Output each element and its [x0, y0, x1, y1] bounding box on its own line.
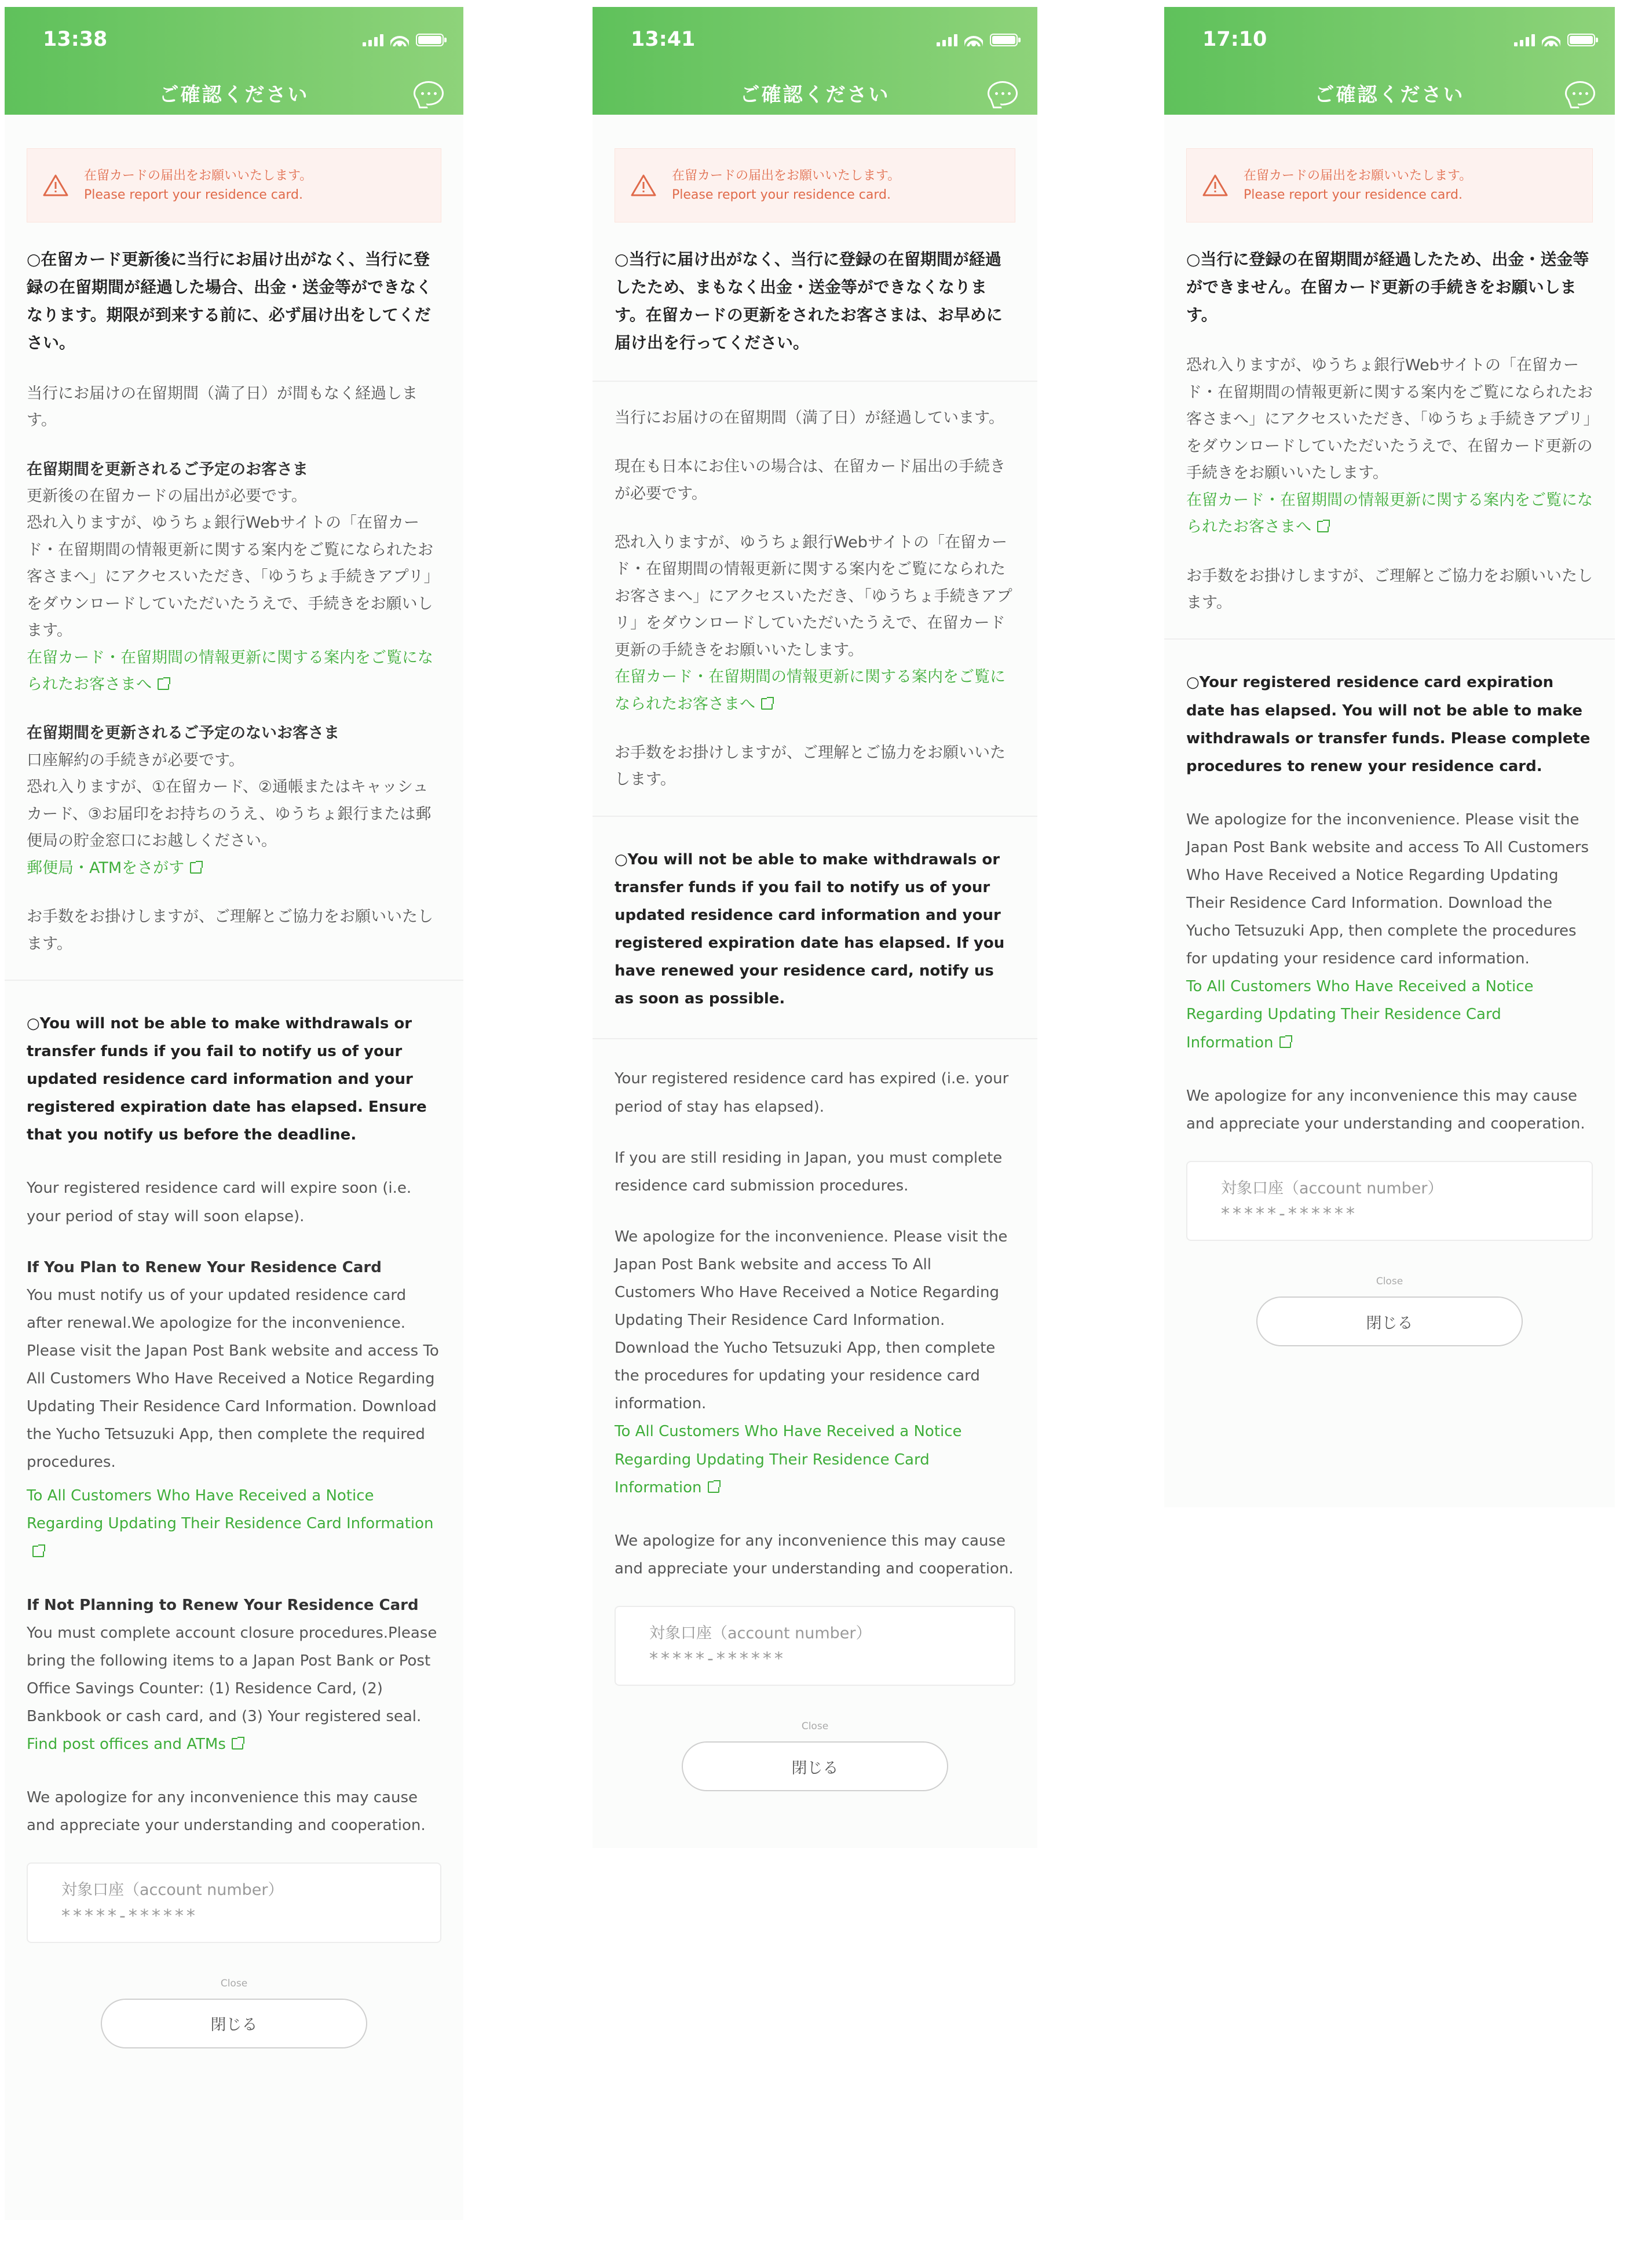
- en-residence-card-link[interactable]: To All Customers Who Have Received a Notice Regarding Updating Their Residence Card Information: [615, 1423, 962, 1496]
- close-caption: Close: [801, 1721, 829, 1733]
- battery-icon: [990, 34, 1018, 46]
- jp-atm-link[interactable]: 郵便局・ATMをさがす: [27, 855, 441, 882]
- en-apology: We apologize for any inconvenience this may cause and appreciate your understanding and cooperation.: [1186, 1087, 1585, 1133]
- external-link-icon: [158, 678, 169, 690]
- jp-norenew-section: [27, 720, 441, 882]
- en-body: We apologize for the inconvenience. Please visit the Japan Post Bank website and access To All Customers Who Have Received a Notice Regarding Updating Their Residence Card Information. Download the Yucho Tetsuzuki App, then complete the procedures for updating your residence card information.: [1186, 810, 1589, 968]
- divider: [1164, 638, 1615, 640]
- battery-icon: [1567, 34, 1595, 46]
- jp-apology: お手数をお掛けしますが、ご理解とご協力をお願いいたします。: [27, 908, 433, 953]
- divider: [593, 381, 1037, 382]
- en-renew-title: If You Plan to Renew Your Residence Card: [27, 1258, 382, 1276]
- alert-text-en: Please report your residence card.: [672, 188, 891, 202]
- external-link-icon: [32, 1546, 44, 1557]
- warning-triangle-icon: [42, 174, 69, 197]
- jp-renew-title: 在留期間を更新されるご予定のお客さま: [27, 460, 308, 479]
- jp-headline: ○当行に登録の在留期間が経過したため、出金・送金等ができません。在留カード更新の手続きをお願いします。: [1186, 250, 1589, 325]
- signal-icon: [363, 34, 383, 46]
- content: [1164, 115, 1615, 1346]
- close-button[interactable]: 閉じる: [682, 1741, 948, 1791]
- status-icons: [937, 34, 1018, 46]
- wifi-icon: [390, 34, 409, 46]
- jp-apology: お手数をお掛けしますが、ご理解とご協力をお願いいたします。: [1186, 567, 1593, 612]
- alert-banner: [615, 148, 1015, 222]
- chat-bubble-icon[interactable]: [414, 81, 444, 105]
- en-headline: ○Your registered residence card expiration date has elapsed. You will not be able to make withdrawals or transfer funds. Please complete procedures to renew your residence card.: [1186, 674, 1591, 775]
- warning-triangle-icon: [1202, 174, 1229, 197]
- en-norenew-title: If Not Planning to Renew Your Residence Card: [27, 1596, 419, 1614]
- en-headline: ○You will not be able to make withdrawals or transfer funds if you fail to notify us of your updated residence card information and your registered expiration date has elapsed. If you have renewed your residence card, notify us as soon as possible.: [615, 850, 1005, 1008]
- alert-banner: [1186, 148, 1593, 222]
- account-label: 対象口座（account number）: [1221, 1179, 1443, 1197]
- en-intro: Your registered residence card will expire soon (i.e. your period of stay will soon elapse).: [27, 1179, 412, 1225]
- close-caption: Close: [220, 1977, 248, 1989]
- en-renew-section: [27, 1254, 441, 1566]
- chat-bubble-icon[interactable]: [1565, 81, 1595, 105]
- page-title: ご確認ください: [1314, 83, 1465, 107]
- en-residence-card-link[interactable]: To All Customers Who Have Received a Notice Regarding Updating Their Residence Card Information: [1186, 978, 1534, 1051]
- en-apology: We apologize for any inconvenience this may cause and appreciate your understanding and cooperation.: [615, 1532, 1014, 1577]
- alert-text: [84, 166, 312, 204]
- account-value: *****-******: [649, 1649, 786, 1670]
- alert-text-jp: 在留カードの届出をお願いいたします。: [672, 169, 901, 183]
- en-residence-card-link[interactable]: To All Customers Who Have Received a Notice Regarding Updating Their Residence Card Information: [27, 1482, 441, 1565]
- battery-icon: [416, 34, 444, 46]
- status-icons: [1514, 34, 1595, 46]
- header: [593, 7, 1037, 115]
- status-time: 13:41: [631, 28, 696, 51]
- account-label: 対象口座（account number）: [61, 1881, 284, 1900]
- wifi-icon: [964, 34, 983, 46]
- en-body: We apologize for the inconvenience. Please visit the Japan Post Bank website and access To All Customers Who Have Received a Notice Regarding Updating Their Residence Card Information. Download the Yucho Tetsuzuki App, then complete the procedures for updating your residence card information.: [615, 1228, 1008, 1413]
- close-caption: Close: [1376, 1276, 1403, 1287]
- jp-intro: 当行にお届けの在留期間（満了日）が間もなく経過します。: [27, 384, 418, 430]
- external-link-icon: [1317, 521, 1329, 532]
- jp-body: 恐れ入りますが、ゆうちょ銀行Webサイトの「在留カード・在留期間の情報更新に関する案内をご覧になられたお客さまへ」にアクセスいただき、「ゆうちょ手続きアプリ」をダウンロードしていただいたうえで、在留カード更新の手続きをお願いいたします。: [1186, 356, 1593, 483]
- jp-residence-card-link[interactable]: 在留カード・在留期間の情報更新に関する案内をご覧になられたお客さまへ: [1186, 491, 1593, 536]
- header: [1164, 7, 1615, 115]
- alert-text: [1244, 166, 1472, 204]
- alert-text-en: Please report your residence card.: [84, 188, 303, 202]
- alert-text-jp: 在留カードの届出をお願いいたします。: [84, 169, 313, 183]
- account-value: *****-******: [1221, 1204, 1358, 1224]
- external-link-icon: [1279, 1036, 1291, 1048]
- jp-norenew-body: 口座解約の手続きが必要です。 恐れ入りますが、①在留カード、②通帳またはキャッシュカード、③お届印をお持ちのうえ、ゆうちょ銀行または郵便局の貯金窓口にお越しください。: [27, 751, 432, 850]
- screen-3: [1164, 7, 1615, 1507]
- en-norenew-body: You must complete account closure procedures.Please bring the following items to a Japan Post Bank or Post Office Savings Counter: (1) Residence Card, (2) Bankbook or cash card, and (3) Your registered seal.: [27, 1624, 437, 1725]
- alert-text-en: Please report your residence card.: [1244, 188, 1463, 202]
- screen-2: [593, 7, 1037, 1848]
- screen-1: [5, 7, 463, 2220]
- jp-intro: 当行にお届けの在留期間（満了日）が経過しています。: [615, 408, 1004, 427]
- account-number-box: [1186, 1161, 1593, 1241]
- alert-banner: [27, 148, 441, 222]
- jp-headline: ○在留カード更新後に当行にお届け出がなく、当行に登録の在留期間が経過した場合、出金・送金等ができなくなります。期限が到来する前に、必ず届け出をしてください。: [27, 250, 433, 353]
- divider: [593, 816, 1037, 817]
- en-atm-link[interactable]: Find post offices and ATMs: [27, 1730, 441, 1758]
- external-link-icon: [708, 1481, 719, 1493]
- jp-renew-body: 更新後の在留カードの届出が必要です。 恐れ入りますが、ゆうちょ銀行Webサイトの「在留カード・在留期間の情報更新に関する案内をご覧になられたお客さまへ」にアクセスいただき、「ゆうちょ手続きアプリ」をダウンロードしていただいたうえで、手続きをお願いします。: [27, 487, 440, 640]
- header: [5, 7, 463, 115]
- page-title: ご確認ください: [740, 83, 890, 107]
- en-intro: Your registered residence card has expired (i.e. your period of stay has elapsed).: [615, 1070, 1009, 1116]
- external-link-icon: [190, 862, 202, 874]
- jp-residence-card-link[interactable]: 在留カード・在留期間の情報更新に関する案内をご覧になられたお客さまへ: [615, 668, 1006, 713]
- jp-residence-card-link[interactable]: 在留カード・在留期間の情報更新に関する案内をご覧になられたお客さまへ: [27, 648, 433, 693]
- signal-icon: [937, 34, 957, 46]
- status-time: 17:10: [1202, 28, 1267, 51]
- external-link-icon: [232, 1738, 243, 1750]
- content: [593, 115, 1037, 1791]
- close-button[interactable]: 閉じる: [1256, 1296, 1523, 1346]
- jp-body: 恐れ入りますが、ゆうちょ銀行Webサイトの「在留カード・在留期間の情報更新に関する案内をご覧になられたお客さまへ」にアクセスいただき、「ゆうちょ手続きアプリ」をダウンロードしていただいたうえで、在留カード更新の手続きをお願いいたします。: [615, 533, 1012, 659]
- page-title: ご確認ください: [159, 83, 309, 107]
- en-residing: If you are still residing in Japan, you must complete residence card submission procedures.: [615, 1149, 1003, 1195]
- account-number-box: [615, 1606, 1015, 1686]
- external-link-icon: [761, 698, 773, 710]
- jp-residing: 現在も日本にお住いの場合は、在留カード届出の手続きが必要です。: [615, 458, 1006, 503]
- account-value: *****-******: [61, 1905, 198, 1926]
- en-renew-body: You must notify us of your updated residence card after renewal.We apologize for the inconvenience. Please visit the Japan Post Bank website and access To All Customers Who Have Received a Notice Regarding Updating Their Residence Card Information. Download the Yucho Tetsuzuki App, then complete the required procedures.: [27, 1286, 439, 1471]
- content: [5, 115, 463, 2048]
- en-norenew-section: [27, 1591, 441, 1759]
- account-label: 対象口座（account number）: [649, 1624, 872, 1642]
- jp-renew-section: [27, 456, 441, 699]
- chat-bubble-icon[interactable]: [988, 81, 1018, 105]
- en-headline: ○You will not be able to make withdrawals or transfer funds if you fail to notify us of your updated residence card information and your registered expiration date has elapsed. Ensure that you notify us before the deadline.: [27, 1014, 427, 1144]
- signal-icon: [1514, 34, 1535, 46]
- status-time: 13:38: [43, 28, 108, 51]
- warning-triangle-icon: [630, 174, 657, 197]
- alert-text: [672, 166, 900, 204]
- close-button[interactable]: 閉じる: [101, 1999, 367, 2048]
- account-number-box: [27, 1862, 441, 1942]
- divider: [5, 980, 463, 981]
- divider: [593, 1038, 1037, 1039]
- wifi-icon: [1542, 34, 1560, 46]
- status-icons: [363, 34, 444, 46]
- alert-text-jp: 在留カードの届出をお願いいたします。: [1244, 169, 1472, 183]
- jp-apology: お手数をお掛けしますが、ご理解とご協力をお願いいたします。: [615, 744, 1006, 789]
- jp-norenew-title: 在留期間を更新されるご予定のないお客さま: [27, 724, 339, 743]
- jp-headline: ○当行に届け出がなく、当行に登録の在留期間が経過したため、まもなく出金・送金等ができなくなります。在留カードの更新をされたお客さまは、お早めに届け出を行ってください。: [615, 250, 1003, 353]
- en-apology: We apologize for any inconvenience this may cause and appreciate your understanding and cooperation.: [27, 1789, 426, 1835]
